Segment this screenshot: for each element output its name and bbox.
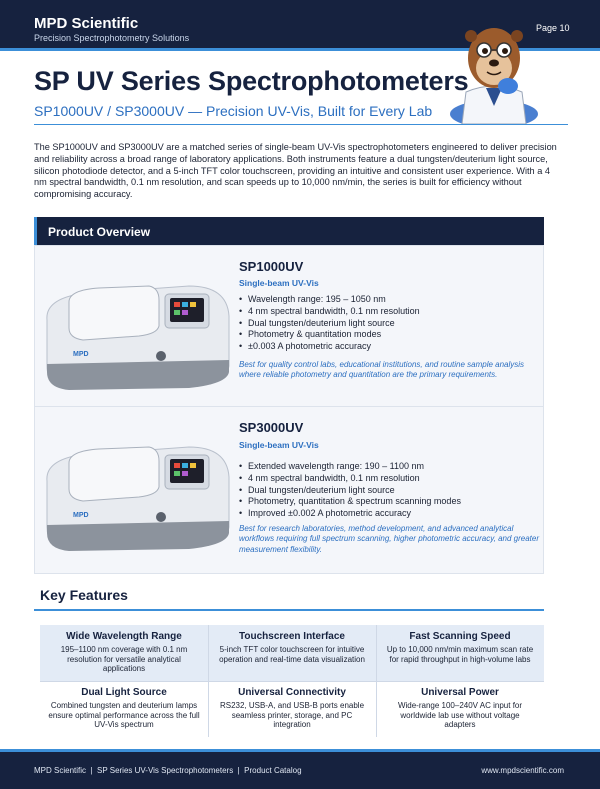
spec-item: • Photometry, quantitation & spectrum scanning modes bbox=[239, 496, 461, 508]
spec-item: • Dual tungsten/deuterium light source bbox=[239, 485, 461, 497]
spec-item: • 4 nm spectral bandwidth, 0.1 nm resolution bbox=[239, 473, 461, 485]
spec-item: • ±0.003 A photometric accuracy bbox=[239, 341, 420, 353]
feature-description: Combined tungsten and deuterium lamps ensure optimal performance across the full UV-Vis spectrum bbox=[48, 701, 200, 730]
feature-cell bbox=[376, 681, 544, 737]
feature-title: Touchscreen Interface bbox=[239, 631, 345, 642]
spec-item: • 4 nm spectral bandwidth, 0.1 nm resolution bbox=[239, 306, 420, 318]
section-accent bbox=[34, 217, 37, 245]
feature-cell bbox=[376, 625, 544, 681]
spec-list bbox=[239, 461, 461, 520]
feature-cell bbox=[40, 625, 208, 681]
intro-paragraph: The SP1000UV and SP3000UV are a matched series of single-beam UV-Vis spectrophotometers engineered to deliver precision and reliability across a broad range of laboratory applications. Both instruments feature a dual tungsten/deuterium light source, silicon photodiode detector, and a 5-inch TFT color touchscreen, providing an intuitive and consistent user experience. With a 4 nm spectral bandwidth, 0.1 nm resolution, and scan speeds up to 10,000 nm/min, the series is built for efficiency without compromising accuracy. bbox=[34, 142, 557, 200]
feature-description: RS232, USB-A, and USB-B ports enable seamless printer, storage, and PC integration bbox=[219, 701, 365, 730]
page-number: Page 10 bbox=[536, 23, 570, 33]
feature-description: Up to 10,000 nm/min maximum scan rate for rapid throughput in high-volume labs bbox=[386, 645, 534, 664]
product-note: Best for quality control labs, educational institutions, and routine sample analysis where reliable photometry and quantitation are the primary requirements. bbox=[239, 360, 525, 380]
spec-item: • Dual tungsten/deuterium light source bbox=[239, 318, 420, 330]
product-note: Best for research laboratories, method development, and advanced analytical workflows requiring full spectrum scanning, higher photometric accuracy, and greater measurement flexibility. bbox=[239, 524, 539, 554]
page-title: SP UV Series Spectrophotometers bbox=[34, 66, 469, 96]
product-name: SP1000UV bbox=[239, 259, 304, 274]
spec-list bbox=[239, 294, 420, 353]
page-subtitle: SP1000UV / SP3000UV — Precision UV-Vis, Built for Every Lab bbox=[34, 103, 433, 119]
spectrophotometer-image-icon bbox=[39, 421, 231, 561]
product-type: Single-beam UV-Vis bbox=[239, 440, 319, 450]
feature-title: Universal Power bbox=[421, 687, 499, 698]
feature-description: 195–1100 nm coverage with 0.1 nm resolution for versatile analytical applications bbox=[60, 645, 188, 674]
key-features-title: Key Features bbox=[40, 587, 128, 603]
feature-cell bbox=[40, 681, 208, 737]
product-card-sp1000uv bbox=[34, 245, 544, 407]
brand-tagline: Precision Spectrophotometry Solutions bbox=[34, 33, 190, 43]
key-features-divider bbox=[34, 609, 544, 611]
title-divider bbox=[34, 124, 568, 125]
brand-name: MPD Scientific bbox=[34, 15, 139, 32]
spec-item: • Wavelength range: 195 – 1050 nm bbox=[239, 294, 420, 306]
product-name: SP3000UV bbox=[239, 420, 304, 435]
product-card-sp3000uv bbox=[34, 406, 544, 574]
feature-cell bbox=[208, 625, 376, 681]
product-type: Single-beam UV-Vis bbox=[239, 278, 319, 288]
feature-title: Wide Wavelength Range bbox=[66, 631, 182, 642]
footer-credits: MPD Scientific | SP Series UV-Vis Spectrophotometers | Product Catalog bbox=[34, 766, 302, 775]
feature-title: Dual Light Source bbox=[81, 687, 167, 698]
page-footer bbox=[0, 752, 600, 789]
feature-cell bbox=[208, 681, 376, 737]
feature-title: Universal Connectivity bbox=[238, 687, 346, 698]
feature-title: Fast Scanning Speed bbox=[409, 631, 511, 642]
device-logo: MPD bbox=[73, 512, 89, 519]
features-grid bbox=[40, 625, 544, 737]
grid-divider bbox=[40, 681, 544, 682]
feature-description: 5-inch TFT color touchscreen for intuitive operation and real-time data visualization bbox=[219, 645, 365, 664]
footer-website-link[interactable]: www.mpdscientific.com bbox=[481, 766, 564, 775]
spec-item: • Improved ±0.002 A photometric accuracy bbox=[239, 508, 461, 520]
spec-item: • Extended wavelength range: 190 – 1100 nm bbox=[239, 461, 461, 473]
product-overview-header bbox=[34, 217, 544, 245]
spectrophotometer-image-icon bbox=[39, 260, 231, 400]
section-title: Product Overview bbox=[48, 225, 151, 239]
device-logo: MPD bbox=[73, 351, 89, 358]
feature-description: Wide-range 100–240V AC input for worldwide lab use without voltage adapters bbox=[397, 701, 523, 730]
spec-item: • Photometry & quantitation modes bbox=[239, 329, 420, 341]
